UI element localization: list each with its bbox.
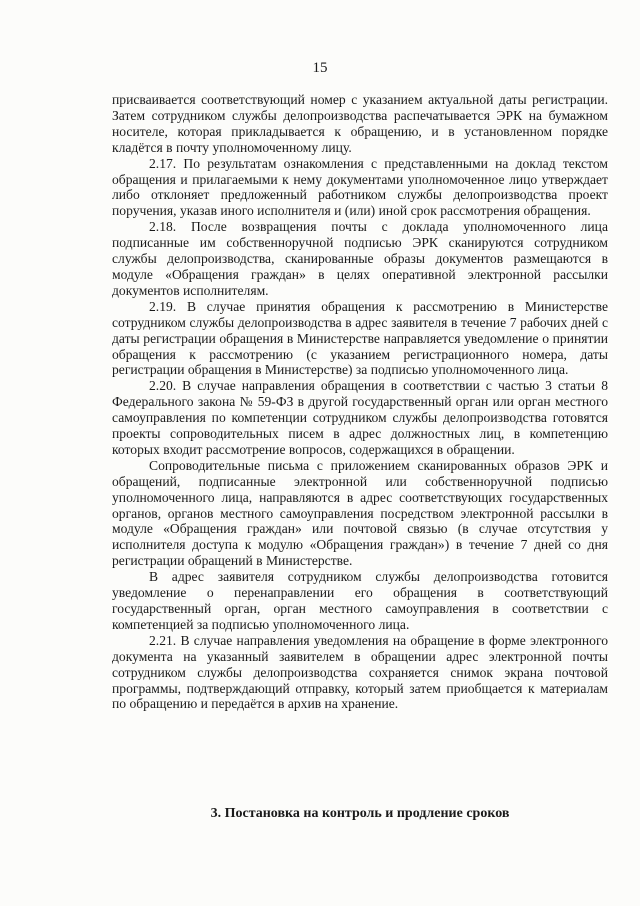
paragraph-2-17: 2.17. По результатам ознакомления с представленными на доклад текстом обращения и прилагаемыми к нему документами уполномоченное лицо утверждает либо отклоняет предложенный работником службы делопроизводства проект поручения, указав иного исполнителя и (или) иной срок рассмотрения обращения.	[112, 155, 608, 219]
paragraph-applicant-notice: В адрес заявителя сотрудником службы делопроизводства готовится уведомление о перенаправлении его обращения в соответствующий государственный орган, орган местного самоуправления в соответствии с компетенцией за подписью уполномоченного лица.	[112, 569, 608, 632]
paragraph-2-18: 2.18. После возвращения почты с доклада уполномоченного лица подписанные им собственноручной подписью ЭРК сканируются сотрудником службы делопроизводства, сканированные образы документов размещаются в модуле «Обращения граждан» в целях оперативной электронной рассылки документов исполнителям.	[112, 219, 608, 298]
section-heading: 3. Постановка на контроль и продление сроков	[210, 806, 510, 821]
document-body	[112, 92, 608, 712]
paragraph-cover-letters: Сопроводительные письма с приложением сканированных образов ЭРК и обращений, подписанные электронной или собственноручной подписью уполномоченного лица, направляются в адрес соответствующих государственных органов, органов местного самоуправления посредством электронной рассылки в модуле «Обращения граждан» или почтовой связью (в случае отсутствия у исполнителя доступа к модулю «Обращения граждан») в течение 7 дней со дня регистрации обращений в Министерстве.	[112, 457, 608, 569]
paragraph-2-21: 2.21. В случае направления уведомления на обращение в форме электронного документа на указанный заявителем в обращении адрес электронной почты сотрудником службы делопроизводства сохраняется снимок экрана почтовой программы, подтверждающий отправку, который затем приобщается к материалам по обращению и передаётся в архив на хранение.	[112, 632, 608, 712]
paragraph-continuation: присваивается соответствующий номер с указанием актуальной даты регистрации. Затем сотрудником службы делопроизводства распечатывается ЭРК на бумажном носителе, которая прикладывается к обращению, и в установленном порядке кладётся в почту уполномоченному лицу.	[112, 92, 608, 155]
paragraph-2-20: 2.20. В случае направления обращения в соответствии с частью 3 статьи 8 Федерального закона № 59-ФЗ в другой государственный орган или орган местного самоуправления по компетенции сотрудником службы делопроизводства готовятся проекты сопроводительных писем в адрес должностных лиц, в компетенцию которых входит рассмотрение вопросов, содержащихся в обращении.	[112, 378, 608, 457]
page-number: 15	[312, 60, 328, 76]
paragraph-2-19: 2.19. В случае принятия обращения к рассмотрению в Министерстве сотрудником службы делопроизводства в адрес заявителя в течение 7 рабочих дней с даты регистрации обращения в Министерстве направляется уведомление о принятии обращения к рассмотрению (с указанием регистрационного номера, даты регистрации обращения в Министерстве) за подписью уполномоченного лица.	[112, 298, 608, 378]
